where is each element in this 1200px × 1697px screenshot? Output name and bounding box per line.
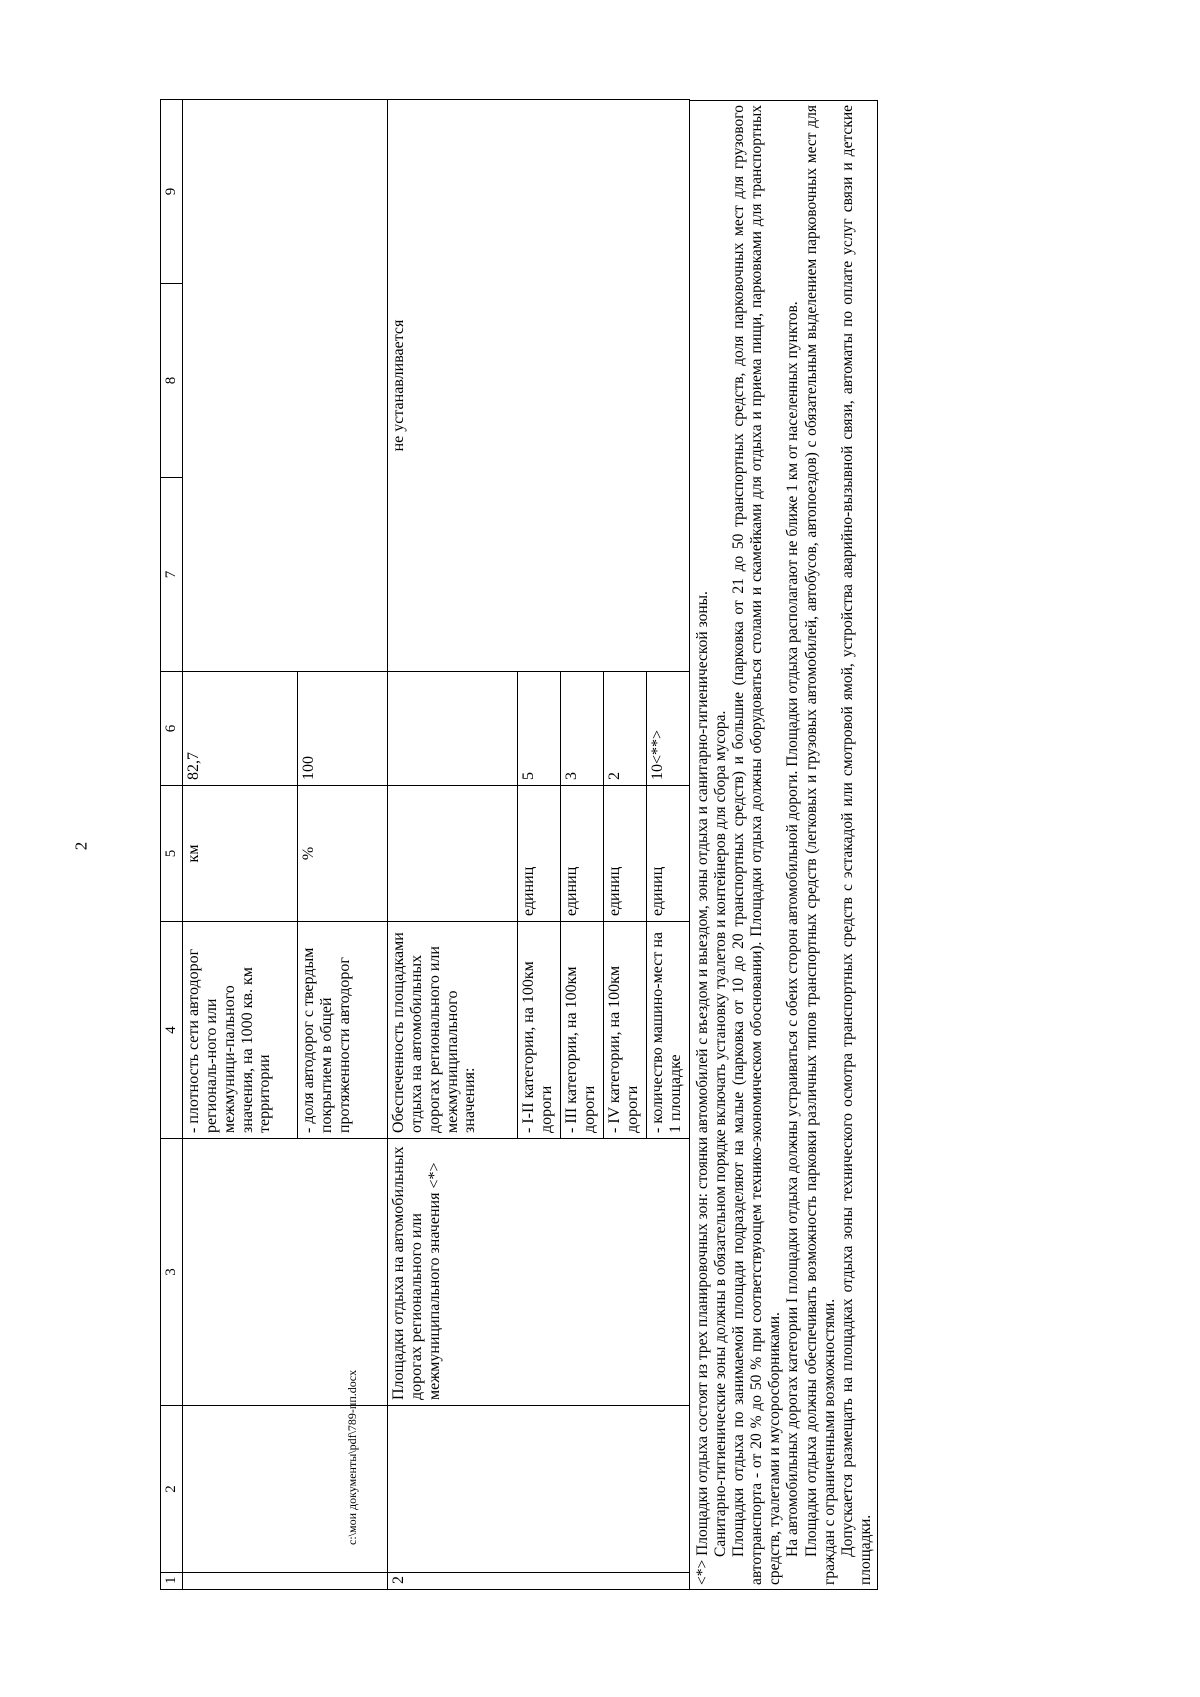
value-paved-share: 100 [297,672,387,786]
unit-units: единиц [517,786,560,922]
footer-file-path: c:\мои документы\pdf\789-пп.docx [345,1369,359,1545]
value-network-density: 82,7 [182,672,297,786]
col-header-5: 5 [161,786,183,922]
unit-km: км [182,786,297,922]
planning-standards-table [160,99,690,1590]
cell [387,786,517,922]
note-paragraph: На автомобильных дорогах категории I площадки отдыха должны устраиваться с обеих сторон автомобильной дороги. Площадки отдыха располагают не ближе 1 км от населенных пунктов. [784,301,802,1557]
indicator-category-1-2: - I-II категории, на 100км дороги [517,922,560,1139]
col-header-9: 9 [161,100,183,284]
indicator-parking-spaces: - количество машино-мест на 1 площадке [646,922,689,1139]
table-row [387,100,517,1590]
cell [182,1139,387,1406]
table-row [182,100,297,1590]
col-header-2: 2 [161,1406,183,1573]
indicator-category-4: - IV категории, на 100км дороги [603,922,646,1139]
table-notes [690,100,878,1590]
rest-areas-title: Площадки отдыха на автомобильных дорогах регионального или межмуниципального значения <*> [387,1139,689,1406]
page-number: 2 [71,841,91,851]
rotated-table-page [160,100,1010,1590]
col-header-1: 1 [161,1573,183,1590]
note-paragraph: Площадки отдыха должны обеспечивать возможность парковки различных типов транспортных средств (легковых и грузовых автомобилей, автобусов, автопоездов) с обязательным выделением парковочных мест для граждан с ограниченными возможностями. [802,105,838,1585]
cell [387,672,517,786]
unit-percent: % [297,786,387,922]
col-header-4: 4 [161,922,183,1139]
indicator-network-density: - плотность сети автодорог региональ-ного или межмуници-пального значения, на 1000 кв. км территории [182,922,297,1139]
note-paragraph: Площадки отдыха по занимаемой площади подразделяют на малые (парковка от 10 до 20 транспортных средств) и большие (парковка от 21 до 50 транспортных средств, доля парковочных мест для грузового автотранспорта - от 20 % до 50 % при соответствующем технико-экономическом обосновании). Площадки отдыха должны оборудоваться столами и скамейками для отдыха и приема пищи, парковками для транспортных средств, туалетами и мусоросборниками. [730,105,784,1585]
value-category-4: 2 [603,672,646,786]
indicator-rest-areas: Обеспеченность площадками отдыха на автомобильных дорогах регионального или межмуниципального значения: [387,922,517,1139]
note-paragraph: <*> Площадки отдыха состоят из трех планировочных зон: стоянки автомобилей с въездом и выездом, зоны отдыха и санитарно-гигиенической зоны. [693,591,711,1585]
not-established: не устанавливается [387,100,689,672]
cell [182,1573,387,1590]
col-header-3: 3 [161,1139,183,1406]
unit-units: единиц [646,786,689,922]
table-header-row [161,100,183,1590]
note-paragraph: Санитарно-гигиенические зоны должны в обязательном порядке включать установку туалетов и контейнеров для сбора мусора. [711,710,729,1557]
value-parking-spaces: 10<**> [646,672,689,786]
cell [182,100,387,672]
note-paragraph: Допускается размещать на площадках отдыха зоны технического осмотра транспортных средств с эстакадой или смотровой ямой, устройства аварийно-вызывной связи, автоматы по оплате услуг связи и детские площадки. [838,105,874,1585]
cell [387,1406,689,1573]
unit-units: единиц [603,786,646,922]
col-header-7: 7 [161,478,183,672]
value-category-1-2: 5 [517,672,560,786]
col-header-8: 8 [161,284,183,478]
indicator-paved-share: - доля автодорог с твердым покрытием в общей протяженности автодорог [297,922,387,1139]
row-number: 2 [387,1573,689,1590]
value-category-3: 3 [560,672,603,786]
indicator-category-3: - III категории, на 100км дороги [560,922,603,1139]
unit-units: единиц [560,786,603,922]
col-header-6: 6 [161,672,183,786]
